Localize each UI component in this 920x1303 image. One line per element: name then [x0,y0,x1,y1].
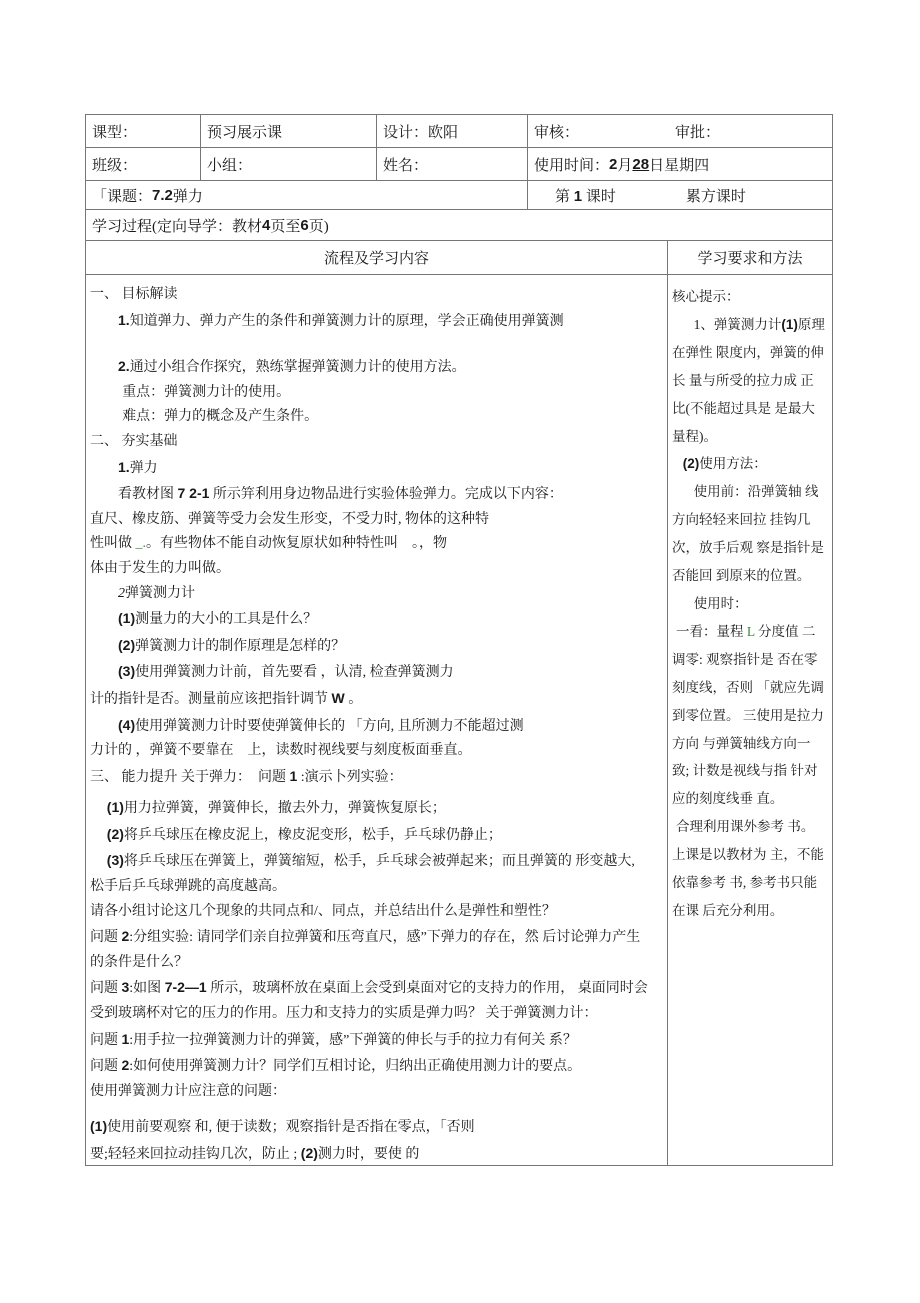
text-line [90,557,663,582]
text-line [90,924,663,951]
group-label: 小组： [201,148,377,180]
text-segment: 的条件是什么？ [90,954,188,970]
text-segment: 核心提示： [672,289,740,304]
text-segment: 将乒乓球压在弹簧上，弹簧缩短，松手，乒乓球会被弹起来；而且弹簧的 形变越大, [123,854,635,870]
text-segment: 使用前要观察 和, 便于读数；观察指针是否指在零点，「否则 [107,1120,475,1136]
text-line [672,702,828,730]
text-segment: :分组实验: 请同学们亲自拉弹簧和压弯直尺，感”下弹力的存在，然 后讨论弹力产生 [129,930,641,946]
text-segment: (4) [118,716,136,733]
text-line [672,869,828,897]
text-segment: (1) [781,316,798,332]
text-segment: 1 [573,187,583,205]
text-line [90,951,663,976]
text-segment: L [746,623,755,639]
text-segment: 松手后乒乓球弹跳的高度越高。 [90,879,286,895]
text-line [672,339,828,367]
text-segment: (2) [682,456,700,472]
text-segment: 2 [118,585,125,601]
text-segment: 使用弹簧测力计前，首先要看 ，认清, 检查弹簧测力 [135,665,454,681]
text-segment: (3) [118,663,136,680]
text-line [672,813,828,841]
text-line [90,686,663,713]
text-line [90,283,663,308]
text-line [90,532,663,557]
reviewer-label: 审核： [534,124,580,141]
course-type-label: 课型： [86,115,201,147]
text-segment: 次，放手后观 察是指针是 [672,540,824,556]
text-segment: 弹簧测力计 [125,585,195,601]
text-segment: W [331,689,345,706]
text-line [672,506,828,534]
text-line [90,354,663,381]
text-line [90,430,663,455]
text-segment: 难点：弹力的概念及产生条件。 [122,409,319,425]
text-segment: 刻度线，否则 「就应先调 [672,679,824,695]
text-line [90,455,663,482]
text-segment: 弹力 [129,460,158,476]
text-line [90,822,663,849]
learning-content-cell [86,275,668,1165]
text-segment: 方向 与弹簧轴线方向一 [672,735,811,751]
text-line [672,757,828,785]
text-segment: 3 [121,979,130,996]
period-label [555,185,616,206]
text-segment: 力计的 ，弹簧不要靠在 上，读数时视线要与刻度板面垂直。 [90,743,472,759]
text-line [90,381,663,406]
text-segment: 1 [289,767,298,784]
learning-process-label [86,210,832,240]
text-segment: 请各小组讨论这几个现象的共同点和/、同点，并总结出什么是弹性和塑性？ [90,903,556,919]
text-segment: 问题 [90,1032,122,1048]
text-segment: 日星期四 [649,157,710,174]
text-segment: 弹簧测力计的制作原理是怎样的？ [135,638,346,654]
text-line [90,848,663,875]
text-segment: 将乒乓球压在橡皮泥上，橡皮泥变形，松手，乒乓球仍静止； [123,827,502,843]
text-segment: 使用方法： [699,456,767,472]
text-line [90,795,663,822]
text-line [672,562,828,590]
text-segment: (1) [118,610,136,627]
text-line [672,450,828,478]
text-segment: 2 [609,155,618,173]
text-segment: 依靠参考 书, 参考书只能 [672,875,818,891]
text-segment: 月 [617,157,633,174]
text-segment: 所示笄利用身边物品进行实验体验弹力。完成以下内容： [209,487,563,503]
text-segment: 三、 能力提升 关于弹力： 问题 [90,769,290,785]
text-segment: 到零位置。 三使用是拉力 [672,707,824,723]
text-segment: 1. [118,458,130,475]
text-segment: 原理 [797,316,825,332]
text-line [672,423,828,451]
text-segment: 问题 [90,930,122,946]
text-line [90,764,663,791]
text-line [90,1141,663,1165]
text-line [672,674,828,702]
text-line [90,1002,663,1027]
text-line [672,478,828,506]
text-line [90,582,663,607]
text-segment: 问题 [90,981,122,997]
text-line [672,618,828,646]
course-type-value: 预习展示课 [201,115,377,147]
text-segment: 测量力的大小的工具是什么？ [135,612,318,628]
text-segment: 要;轻轻来回拉动挂钩几次，防止 ; [90,1147,301,1162]
text-segment: 使用前：沿弹簧轴 线 [693,484,819,500]
text-line [90,900,663,925]
text-segment: (2) [300,1145,318,1161]
text-segment: 问题 [90,1059,122,1075]
text-line [672,534,828,562]
text-segment: 在课 后充分利用。 [672,902,784,918]
text-segment: 调零: 观察指针是 否在零 [672,651,818,667]
text-segment: 受到玻璃杯对它的压力的作用。压力和支持力的实质是弹力吗？ 关于弹簧测力计： [90,1006,598,1022]
text-segment: 体由于发生的力叫做。 [90,560,230,576]
review-approve-cell [528,115,832,147]
text-segment: 重点：弹簧测力计的使用。 [122,384,291,400]
spacer [90,1104,663,1114]
text-segment: 方向轻轻来回拉 挂钩几 [672,512,811,528]
text-segment: 致; 计数是视线与指 针对 [672,763,818,779]
text-segment: 7 2-1 [177,485,210,502]
text-segment: 上课是以教材为 主，不能 [672,847,824,863]
text-segment: (2) [118,636,136,653]
text-segment: (3) [106,852,124,869]
text-segment: 使用弹簧测力计应注意的问题： [90,1083,286,1099]
text-segment: 否能回 到原来的位置。 [672,568,811,584]
section-header-row [86,241,832,275]
text-line [672,646,828,674]
text-segment: 应的刻度线垂 直。 [672,791,784,807]
text-segment: 弹力 [172,188,203,205]
text-segment: :演示卜列实验： [297,769,403,785]
text-segment: 直尺、橡皮筋、弹簧等受力会发生形变，不受力时, 物体的这种特 [90,511,489,527]
text-line [90,1053,663,1080]
approver-label: 审批： [675,124,721,141]
text-segment: 学习过程(定向导学：教材 [92,218,262,235]
text-segment: (2) [106,825,124,842]
text-segment: 课时 [582,188,616,205]
text-line [90,739,663,764]
text-line [90,1080,663,1105]
text-segment: 所示，玻璃杯放在桌面上会受到桌面对它的支持力的作用， 桌面同时会 [206,981,648,997]
text-line [90,308,663,335]
text-segment: 使用时： [693,595,748,611]
content-column-header: 流程及学习内容 [86,241,668,274]
text-segment: 比(不能超过具是 是最大 [672,400,815,416]
text-line [672,311,828,339]
text-segment: :如何使用弹簧测力计？同学们互相讨论，归纳出正确使用测力计的要点。 [129,1059,582,1075]
text-line [672,730,828,758]
text-line [90,875,663,900]
text-line [90,481,663,508]
name-label: 姓名： [377,148,528,180]
text-segment: 28 [632,155,650,173]
topic-row [86,181,832,210]
text-segment: 1. [118,311,130,328]
text-segment: 。有些物体不能自动恢复原状如种特性叫 。，物 [146,536,447,552]
text-segment: 2. [118,358,130,375]
text-segment: 性叫做 [90,536,136,552]
text-line [90,633,663,660]
text-segment: 测力时，要使 的 [317,1147,420,1162]
text-segment: 1 [121,1030,130,1047]
spacer [90,334,663,354]
text-line [672,283,828,311]
text-segment: 一看：量程 [676,623,747,639]
body-row [86,275,832,1165]
requirements-cell [668,275,832,1165]
text-segment: 通过小组合作探究，熟练掌握弹簧测力计的使用方法。 [129,360,466,376]
text-line [90,405,663,430]
text-segment: 2 [121,928,130,945]
text-segment: 6 [300,216,309,234]
text-segment: 2 [121,1057,130,1074]
text-segment: 长 量与所受的拉力成 正 [672,372,814,388]
text-line [90,975,663,1002]
text-segment: 1、弹簧测力计 [693,316,782,332]
text-segment: :用手拉一拉弹簧测力计的弹簧，感”下弹簧的伸长与手的拉力有何关 系？ [129,1032,577,1048]
class-label: 班级： [86,148,201,180]
info-row-1 [86,115,832,148]
text-segment: 合理利用课外参考 书。 [676,819,815,835]
topic-title [86,181,528,209]
text-segment: 「课题： [92,188,153,205]
text-segment: 计的指针是否。测量前应该把指针调节 [90,691,332,707]
text-line [672,897,828,925]
text-segment: 看教材图 [118,487,178,503]
text-segment: 知道弹力、弹力产生的条件和弹簧测力计的原理，学会正确使用弹簧测 [129,313,564,329]
text-line [90,508,663,533]
text-segment: 分度值 二 [754,623,816,639]
process-row [86,210,832,241]
text-segment: 7-2—1 [164,979,207,996]
text-segment: 使用时间： [534,157,610,174]
text-segment: (1) [106,799,124,816]
text-segment: 使用弹簧测力计时要使弹簧伸长的 「方向, 且所测力不能超过测 [135,718,524,734]
use-time-label [528,148,832,180]
text-segment: 一、 目标解读 [90,287,178,302]
text-line [90,606,663,633]
period-cell [528,181,832,209]
text-line [672,395,828,423]
text-segment: :如图 [129,981,165,997]
cumulative-period-label: 累方课时 [685,188,746,205]
text-line [672,841,828,869]
text-segment: 在弹性 限度内，弹簧的伸 [672,344,824,360]
text-line [90,1114,663,1141]
requirements-column-header: 学习要求和方法 [697,251,803,267]
text-segment: (1) [90,1118,108,1135]
designer-label: 设计：欧阳 [377,115,528,147]
text-segment: 页至 [270,218,301,235]
text-line [90,713,663,740]
text-segment: 第 [555,188,574,205]
info-row-2 [86,148,832,181]
text-segment: 7.2 [152,186,173,204]
text-line [672,590,828,618]
text-segment: 用力拉弹簧，弹簧伸长，撤去外力，弹簧恢复原长； [123,801,446,817]
text-line [672,785,828,813]
text-line [90,1027,663,1054]
text-line [90,659,663,686]
text-segment: 量程)。 [672,428,717,444]
text-segment: 页) [308,218,329,235]
worksheet-table [85,114,833,1166]
text-segment: _. [135,536,146,552]
text-segment: 。 [344,691,363,707]
text-line [672,367,828,395]
text-segment: 二、 夯实基础 [90,433,178,449]
text-segment: 4 [262,216,271,234]
